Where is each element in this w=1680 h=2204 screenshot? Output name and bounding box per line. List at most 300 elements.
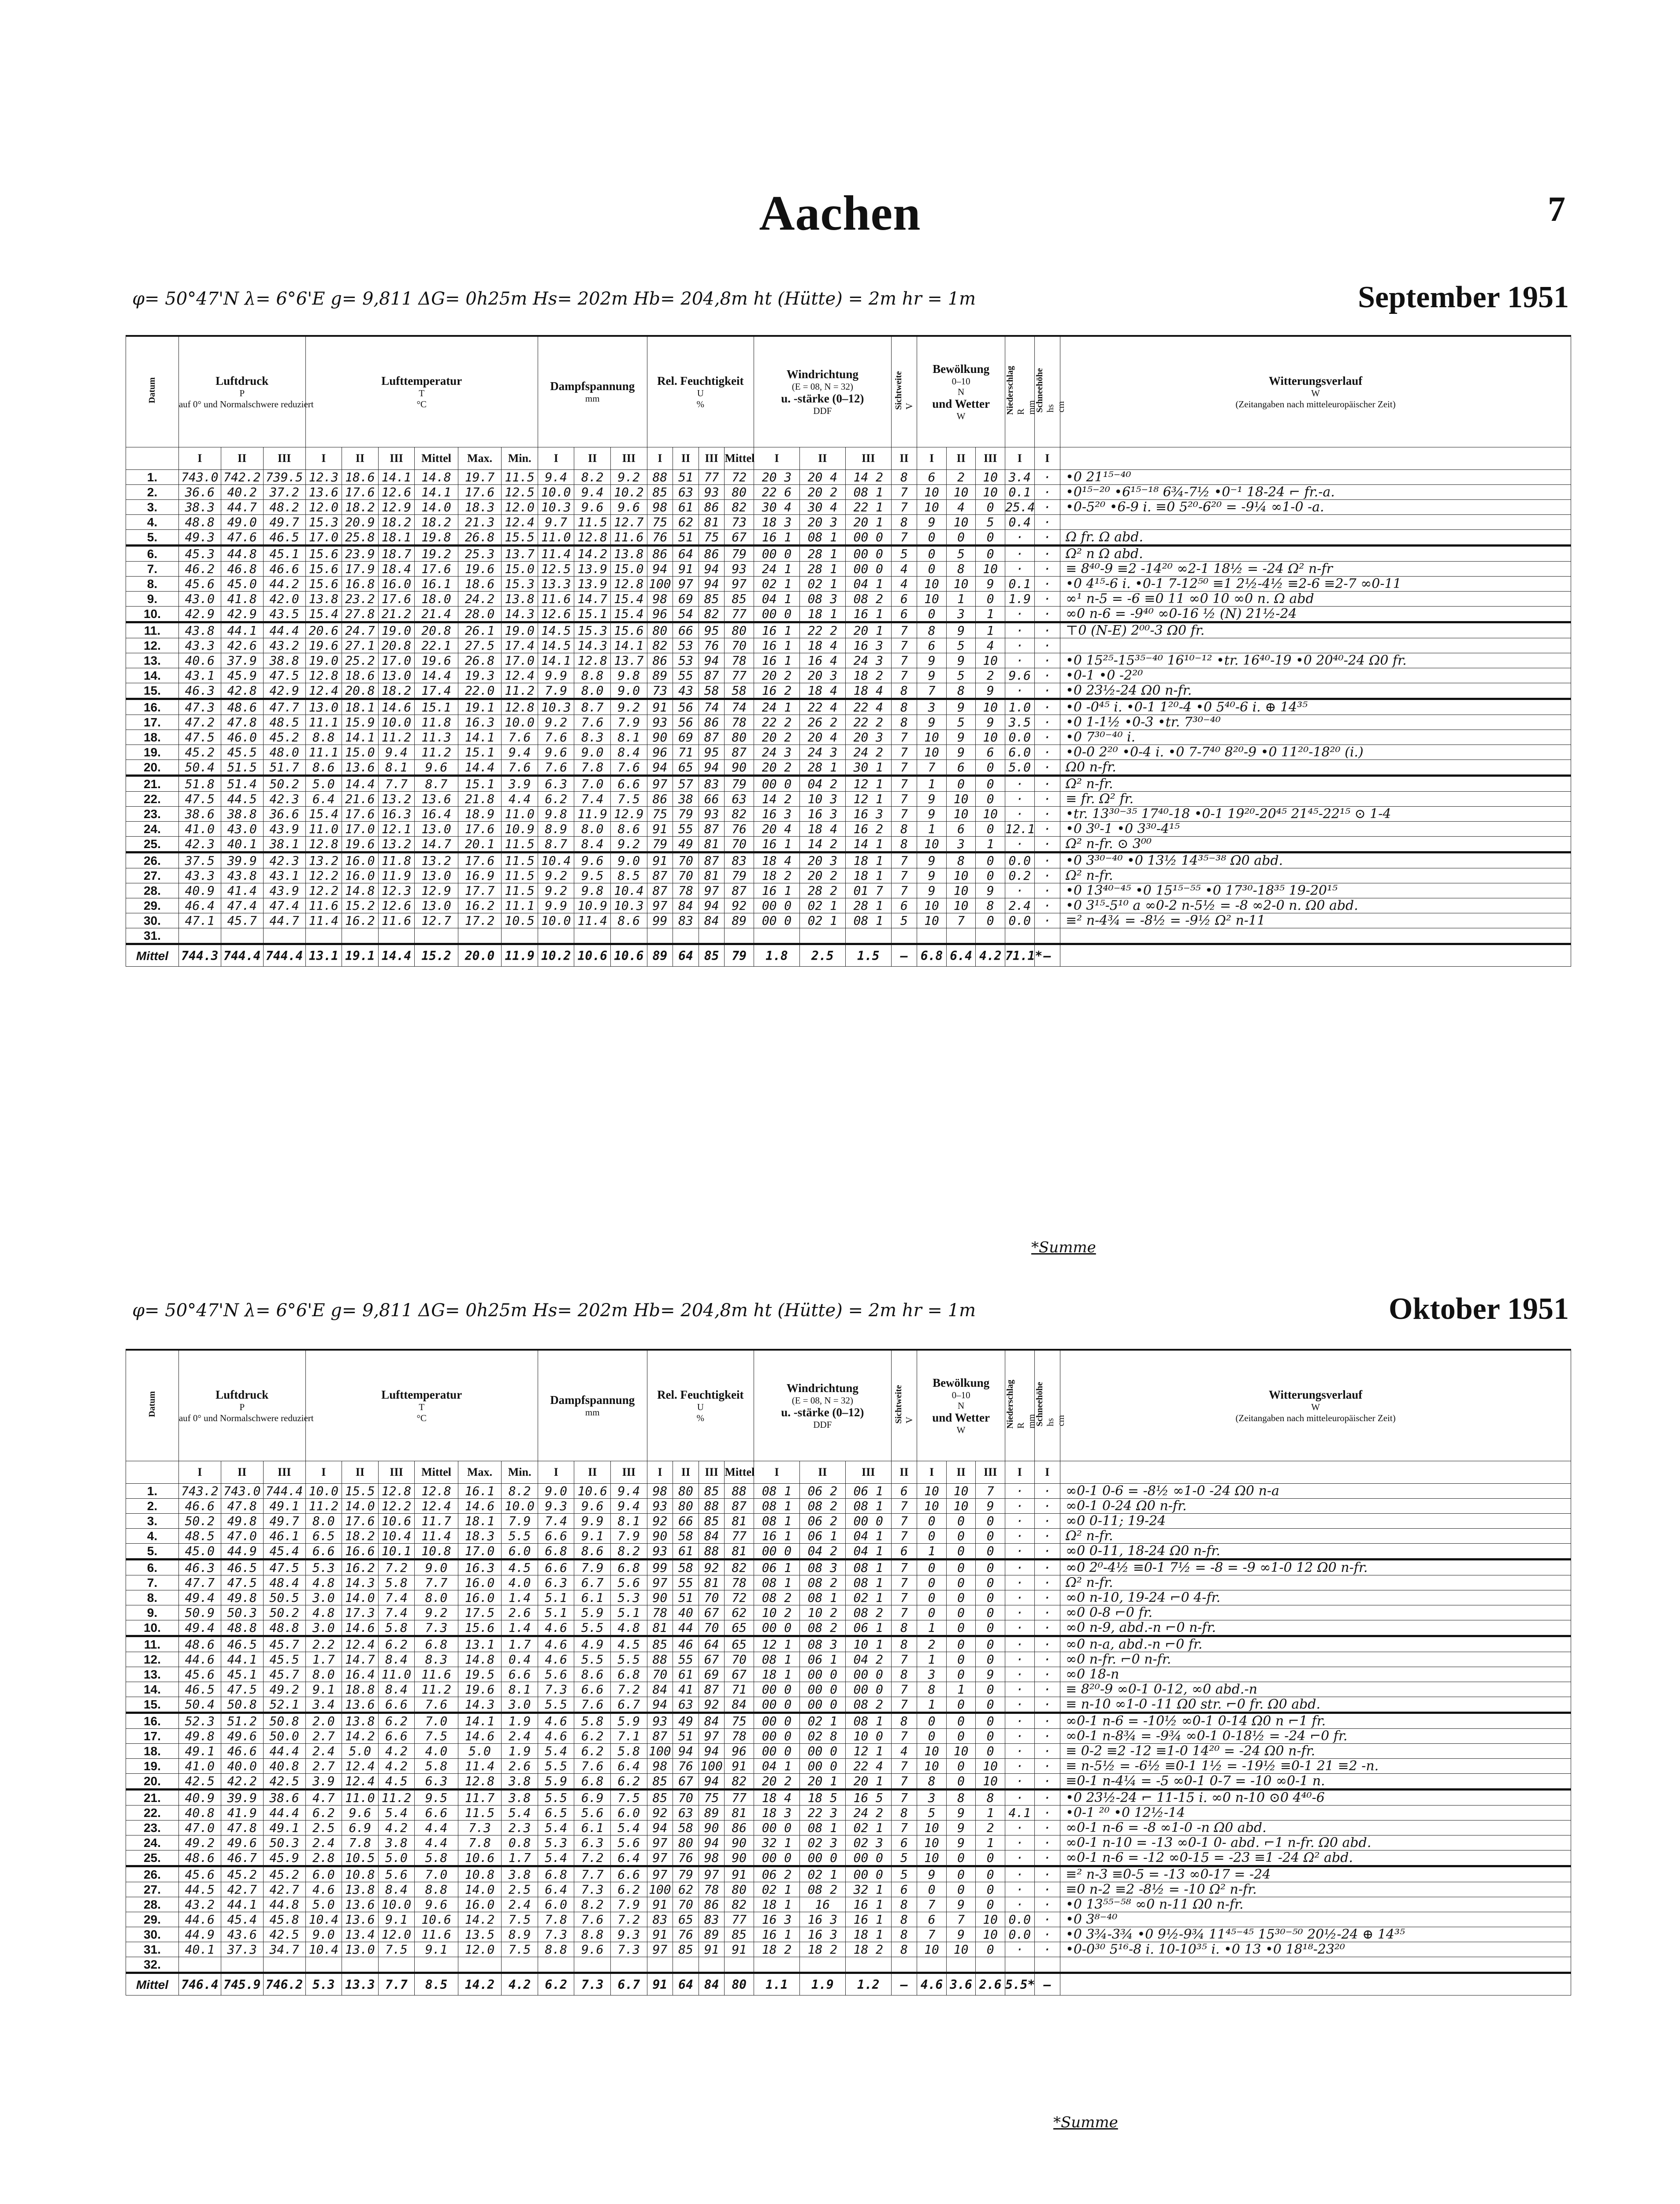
table-cell [415, 928, 458, 944]
table-cell: 41.9 [221, 1806, 263, 1821]
header-sichtweite-line: Sichtweite [893, 1385, 903, 1424]
table-cell: 7 [891, 730, 917, 745]
table-cell: 8.9 [538, 822, 574, 837]
table-cell: 49.8 [221, 1590, 263, 1605]
table-cell: 49.7 [263, 515, 305, 530]
table-cell: 08 2 [799, 1882, 845, 1897]
table-cell: 16 1 [754, 837, 800, 853]
table-cell [673, 928, 699, 944]
table-cell: · [1005, 792, 1034, 807]
table-cell: 86 [699, 1897, 725, 1912]
table-cell: 10.3 [538, 500, 574, 515]
table-cell: 10.3 [538, 699, 574, 715]
table-cell: 22 4 [845, 1759, 891, 1774]
table-cell: 12.4 [415, 1499, 458, 1514]
header-wind-line: Windrichtung [786, 367, 859, 381]
table-cell: · [1005, 1774, 1034, 1790]
table-cell: 5.8 [415, 1759, 458, 1774]
table-cell: 40.8 [178, 1806, 221, 1821]
table-cell: 79 [647, 837, 673, 853]
table-cell: 97 [647, 776, 673, 792]
table-cell: 9.8 [611, 668, 647, 683]
table-cell: 12.4 [305, 683, 342, 699]
table-cell: 70 [725, 837, 754, 853]
table-cell: 7.5 [611, 1790, 647, 1806]
table-cell: 13.1 [458, 1636, 502, 1652]
table-cell: 00 0 [754, 607, 800, 622]
table-cell: 20 2 [754, 668, 800, 683]
table-cell: 32 1 [754, 1835, 800, 1850]
table-cell: 15.3 [502, 577, 538, 592]
table-cell: 90 [647, 730, 673, 745]
table-cell: 85 [647, 1790, 673, 1806]
table-cell: 00 0 [754, 1697, 800, 1713]
weather-course: •0 13⁵⁵⁻⁵⁸ ∞0 n-11 Ω0 n-fr. [1060, 1897, 1571, 1912]
table-cell: 6.8 [574, 1774, 611, 1790]
subheader-col: Mittel [725, 1461, 754, 1484]
table-cell: 17.4 [415, 683, 458, 699]
table-cell: 06 1 [845, 1484, 891, 1499]
table-cell: 19.8 [415, 530, 458, 546]
table-cell [305, 928, 342, 944]
table-row [126, 1850, 1571, 1866]
table-cell: 00 0 [754, 1729, 800, 1744]
table-cell: 00 0 [754, 546, 800, 562]
table-cell: 18 4 [799, 683, 845, 699]
table-cell: 9.0 [415, 1560, 458, 1575]
table-cell: 8 [917, 1774, 947, 1790]
table-row [126, 1866, 1571, 1882]
table-cell [799, 928, 845, 944]
subheader-col: I [1005, 447, 1034, 470]
mean-cell [1060, 1973, 1571, 1996]
table-cell: 10 [917, 1484, 947, 1499]
header-luftdruck-line: P [239, 388, 245, 399]
table-cell: · [1005, 1682, 1034, 1697]
mean-cell: 19.1 [342, 944, 379, 967]
table-cell: 6.6 [378, 1697, 415, 1713]
table-cell: 55 [673, 1652, 699, 1667]
table-cell: 7.9 [538, 683, 574, 699]
weather-course: •0 13⁴⁰⁻⁴⁵ •0 15¹⁵⁻⁵⁵ •0 17³⁰-18³⁵ 19-20¹⁵ [1060, 883, 1571, 898]
header-lufttemperatur-line: Lufttemperatur [381, 1388, 462, 1402]
table-cell: 43.2 [178, 1897, 221, 1912]
table-cell: 744.4 [263, 1484, 305, 1499]
header-niederschlag [1005, 1350, 1037, 1461]
table-cell: 10 [917, 1499, 947, 1514]
table-cell: 14.3 [502, 607, 538, 622]
mean-cell: 7.3 [574, 1973, 611, 1996]
table-cell: 87 [699, 668, 725, 683]
table-cell: 9 [976, 683, 1005, 699]
table-cell [1005, 928, 1034, 944]
table-row [126, 837, 1571, 853]
table-row [126, 485, 1571, 500]
table-row [126, 868, 1571, 883]
table-cell: 72 [725, 470, 754, 485]
header-feuchtigkeit-line: % [696, 398, 705, 410]
table-cell: 46.4 [178, 898, 221, 913]
table-cell: 11.6 [305, 898, 342, 913]
table-cell: 5.0 [458, 1744, 502, 1759]
table-cell: 9.2 [611, 470, 647, 485]
table-cell: 3 [917, 699, 947, 715]
table-cell: 7.4 [378, 1605, 415, 1620]
table-cell: 0 [976, 1866, 1005, 1882]
table-cell: 7.7 [415, 1575, 458, 1590]
table-cell: 6.1 [574, 1821, 611, 1835]
table-cell: 95 [699, 745, 725, 760]
table-cell: 10 [946, 577, 976, 592]
table-cell: · [1034, 546, 1060, 562]
table-cell: 20 2 [799, 485, 845, 500]
table-cell: 04 1 [845, 1544, 891, 1560]
table-cell: 47.2 [178, 715, 221, 730]
table-cell: 3.9 [305, 1774, 342, 1790]
table-cell: 16 1 [845, 1897, 891, 1912]
table-cell: 5.0 [1005, 760, 1034, 776]
table-cell: · [1034, 607, 1060, 622]
table-cell: 5.8 [611, 1744, 647, 1759]
table-cell: 8.2 [574, 1897, 611, 1912]
table-cell: 16.3 [378, 807, 415, 822]
header-schneehoehe-line: hs [1044, 1418, 1056, 1427]
day-number: 12. [126, 638, 179, 653]
weather-table-october [126, 1349, 1571, 1996]
day-number: 5. [126, 1544, 179, 1560]
table-cell: 93 [647, 715, 673, 730]
table-cell: 18 4 [799, 822, 845, 837]
table-cell: 85 [673, 1942, 699, 1957]
table-cell: 11.4 [305, 913, 342, 928]
mean-cell: 20.0 [458, 944, 502, 967]
table-cell: 43.9 [263, 883, 305, 898]
table-cell: 5 [946, 715, 976, 730]
day-number: 2. [126, 1499, 179, 1514]
table-cell: 7 [891, 776, 917, 792]
table-cell: · [1005, 1499, 1034, 1514]
table-cell: 6 [917, 1912, 947, 1927]
table-cell: · [1005, 1713, 1034, 1729]
table-cell: 25.8 [342, 530, 379, 546]
table-cell: 46.8 [221, 562, 263, 577]
subheader-col: I [305, 1461, 342, 1484]
table-cell: 45.6 [178, 577, 221, 592]
table-cell: 13.8 [611, 546, 647, 562]
table-cell: 08 1 [799, 530, 845, 546]
table-cell: 64 [673, 546, 699, 562]
table-cell: 5.3 [611, 1590, 647, 1605]
table-cell: 18.3 [458, 1529, 502, 1544]
table-cell: · [1005, 1605, 1034, 1620]
table-cell: · [1034, 1912, 1060, 1927]
table-cell: 12.8 [458, 1774, 502, 1790]
header-lufttemperatur-line: Lufttemperatur [381, 374, 462, 388]
header-witterungsverlauf-line: (Zeitangaben nach mitteleuropäischer Zeit) [1235, 1412, 1396, 1423]
table-cell: 1 [946, 592, 976, 607]
table-cell: 4.6 [538, 1729, 574, 1744]
table-cell: 12.1 [1005, 822, 1035, 836]
table-cell: · [1034, 500, 1060, 515]
table-cell: 82 [725, 1897, 754, 1912]
table-cell: 14.4 [342, 776, 379, 792]
table-cell: 9.6 [415, 1897, 458, 1912]
table-cell: 08 1 [845, 485, 891, 500]
table-cell: 49.4 [178, 1620, 221, 1636]
table-cell: 7.7 [378, 776, 415, 792]
table-cell: 1.0 [1005, 699, 1034, 715]
table-cell: 6 [917, 470, 947, 485]
day-number: 14. [126, 668, 179, 683]
table-cell: 84 [699, 913, 725, 928]
weather-course: ≡ n-10 ∞1-0 -11 Ω0 str. ⌐0 fr. Ω0 abd. [1060, 1697, 1571, 1713]
subheader-col: I [754, 1461, 800, 1484]
table-cell: 80 [725, 622, 754, 638]
table-cell: 04 2 [799, 776, 845, 792]
subheader-col: III [611, 447, 647, 470]
table-cell: 15.0 [502, 562, 538, 577]
table-cell: 20 2 [754, 760, 800, 776]
table-cell: 04 1 [845, 1529, 891, 1544]
day-number: 28. [126, 883, 179, 898]
table-cell: 47.6 [221, 530, 263, 546]
table-cell: 12.5 [502, 485, 538, 500]
table-cell: 9.2 [611, 837, 647, 853]
table-cell [263, 928, 305, 944]
table-cell: 7.2 [378, 1560, 415, 1575]
table-cell: 12.2 [305, 883, 342, 898]
weather-course: ∞0 2⁰-4½ ≡0-1 7½ = -8 = -9 ∞1-0 12 Ω0 n-fr. [1060, 1560, 1571, 1575]
table-cell: 89 [699, 1806, 725, 1821]
table-cell: 77 [725, 1790, 754, 1806]
day-number: 19. [126, 745, 179, 760]
table-cell: 51 [673, 1729, 699, 1744]
table-cell: 0 [917, 1590, 947, 1605]
table-cell: 86 [647, 653, 673, 668]
table-cell: 7.8 [342, 1835, 379, 1850]
mean-cell: 6.8 [917, 944, 947, 967]
table-cell: 7.0 [574, 776, 611, 792]
header-niederschlag-line: R [1015, 1422, 1026, 1429]
table-cell: 8.4 [378, 1652, 415, 1667]
table-cell: 10 [917, 898, 947, 913]
table-cell [574, 928, 611, 944]
table-cell: 30 4 [799, 500, 845, 515]
table-cell: 6.9 [342, 1821, 379, 1835]
table-cell: 3.4 [1005, 470, 1034, 485]
table-cell [178, 1957, 221, 1973]
table-cell: 9 [917, 807, 947, 822]
table-cell: 22.0 [458, 683, 502, 699]
weather-course: Ω² n Ω abd. [1060, 546, 1571, 562]
subheader-col: I [178, 1461, 221, 1484]
table-cell: · [1005, 530, 1034, 546]
table-cell: 8 [917, 1682, 947, 1697]
table-cell: 5.5 [538, 1759, 574, 1774]
table-cell [458, 1957, 502, 1973]
table-cell: 8 [946, 853, 976, 868]
table-cell: 75 [725, 1713, 754, 1729]
table-cell: 43.3 [178, 868, 221, 883]
table-cell: 15.0 [611, 562, 647, 577]
weather-course: •0 23½-24 ⌐ 11-15 i. ∞0 n-10 ⊙0 4⁴⁰-6 [1060, 1790, 1571, 1806]
header-bewoelkung-line: W [956, 1425, 966, 1436]
table-cell: 14.0 [342, 1590, 379, 1605]
weather-course: ∞0 n-6 = -9⁴⁰ ∞0-16 ½ (N) 21½-24 [1060, 607, 1571, 622]
table-cell: 100 [699, 1759, 725, 1774]
table-cell: 9.4 [502, 745, 538, 760]
day-number: 23. [126, 807, 179, 822]
table-cell: 51.2 [221, 1713, 263, 1729]
table-cell [221, 928, 263, 944]
table-cell: 1 [917, 1544, 947, 1560]
table-row [126, 530, 1571, 546]
mean-cell: 8.5 [415, 1973, 458, 1996]
day-number: 16. [126, 1713, 179, 1729]
table-cell: 44.1 [221, 622, 263, 638]
table-cell: 08 1 [754, 1652, 800, 1667]
table-cell: 0 [917, 562, 947, 577]
table-cell [946, 928, 976, 944]
table-cell: 19.2 [415, 546, 458, 562]
table-cell: 10 [946, 1942, 976, 1957]
table-cell: 18.3 [458, 500, 502, 515]
weather-course: ∞0-1 n-6 = -8 ∞1-0 -n Ω0 abd. [1060, 1821, 1571, 1835]
table-cell: 44.7 [263, 913, 305, 928]
table-cell: 0 [917, 1514, 947, 1529]
table-cell: 21.2 [378, 607, 415, 622]
table-cell: · [1034, 592, 1060, 607]
weather-course: •0 7³⁰⁻⁴⁰ i. [1060, 730, 1571, 745]
table-cell: 49.7 [263, 1514, 305, 1529]
table-cell: · [1005, 1821, 1034, 1835]
table-cell [725, 928, 754, 944]
table-cell: 16 2 [845, 822, 891, 837]
table-cell: 6.6 [538, 1560, 574, 1575]
header-witterungsverlauf-line: Witterungsverlauf [1268, 374, 1363, 388]
table-cell: 14 2 [845, 470, 891, 485]
table-cell: 0.1 [1005, 485, 1034, 500]
table-cell: 11.6 [378, 913, 415, 928]
table-cell: 5.0 [305, 1897, 342, 1912]
table-cell: 04 1 [754, 592, 800, 607]
table-cell: 6 [917, 638, 947, 653]
table-cell: 8.4 [574, 837, 611, 853]
table-cell: 10 2 [754, 1605, 800, 1620]
table-cell: · [1034, 1850, 1060, 1866]
table-cell: · [1005, 607, 1034, 622]
table-cell: 9 [946, 1835, 976, 1850]
table-cell: 7.9 [611, 1897, 647, 1912]
table-cell: 7 [891, 1590, 917, 1605]
table-cell: 06 1 [845, 1620, 891, 1636]
table-cell: 16.3 [458, 715, 502, 730]
header-witterungsverlauf-line: W [1311, 1402, 1320, 1413]
table-cell: 06 2 [799, 1484, 845, 1499]
table-cell: 63 [725, 792, 754, 807]
table-cell: 00 0 [754, 898, 800, 913]
table-cell: 1 [976, 607, 1005, 622]
table-cell: 08 1 [799, 1590, 845, 1605]
subheader-col: II [574, 1461, 611, 1484]
table-cell: 51.7 [263, 760, 305, 776]
table-cell: 7.2 [611, 1682, 647, 1697]
subheader-col: Mittel [415, 447, 458, 470]
table-cell: 15.4 [611, 607, 647, 622]
table-cell: 06 1 [799, 1529, 845, 1544]
table-cell: 20 2 [754, 730, 800, 745]
table-cell: 9.0 [574, 745, 611, 760]
day-number: 16. [126, 699, 179, 715]
table-cell: 9 [946, 745, 976, 760]
table-cell: 18.6 [458, 577, 502, 592]
table-cell: 6.6 [538, 1529, 574, 1544]
table-cell: 18.6 [342, 470, 379, 485]
table-cell: 55 [673, 668, 699, 683]
table-cell: 27.1 [342, 638, 379, 653]
table-cell: 08 2 [845, 1605, 891, 1620]
table-cell [699, 1957, 725, 1973]
table-cell [342, 928, 379, 944]
table-cell [754, 928, 800, 944]
table-cell: 9 [917, 515, 947, 530]
table-row [126, 1729, 1571, 1744]
table-cell: 47.5 [178, 730, 221, 745]
table-cell: 10.0 [378, 1897, 415, 1912]
table-cell: 70 [699, 1620, 725, 1636]
table-cell: 8.0 [415, 1590, 458, 1605]
table-cell: 87 [647, 868, 673, 883]
table-cell: 17.6 [458, 485, 502, 500]
table-cell: 36.6 [263, 807, 305, 822]
table-cell: 87 [647, 883, 673, 898]
table-cell: 16 4 [799, 653, 845, 668]
table-cell: 5.6 [538, 1667, 574, 1682]
mean-cell: 91 [647, 1973, 673, 1996]
table-cell: 14.4 [415, 668, 458, 683]
table-cell: 12 1 [845, 776, 891, 792]
header-niederschlag [1005, 336, 1037, 447]
table-cell: 12.8 [574, 530, 611, 546]
table-cell: 7 [891, 1697, 917, 1713]
table-cell: 0.8 [502, 1835, 538, 1850]
table-cell [891, 1957, 917, 1973]
table-cell: 20 4 [799, 470, 845, 485]
table-cell: 7 [891, 530, 917, 546]
table-cell: 16.1 [458, 1484, 502, 1499]
table-cell: 7 [891, 622, 917, 638]
table-cell: 46.5 [221, 1560, 263, 1575]
table-cell: 6.0 [1005, 745, 1034, 760]
table-cell: 77 [725, 668, 754, 683]
weather-course [1060, 638, 1571, 653]
table-cell: 7.6 [502, 760, 538, 776]
table-cell: 8.1 [502, 1682, 538, 1697]
table-cell: 1 [976, 622, 1005, 638]
table-cell: 88 [725, 1484, 754, 1499]
table-cell: 14.1 [342, 730, 379, 745]
table-cell: 94 [699, 760, 725, 776]
table-cell: 18 3 [754, 1806, 800, 1821]
header-bewoelkung-line: N [958, 386, 965, 397]
table-cell: 43.2 [263, 638, 305, 653]
table-cell: 0 [946, 776, 976, 792]
table-cell: 63 [673, 1697, 699, 1713]
table-cell: · [1005, 1697, 1034, 1713]
table-cell: 9.8 [574, 883, 611, 898]
table-cell: 19.7 [458, 470, 502, 485]
table-cell: 9 [946, 699, 976, 715]
